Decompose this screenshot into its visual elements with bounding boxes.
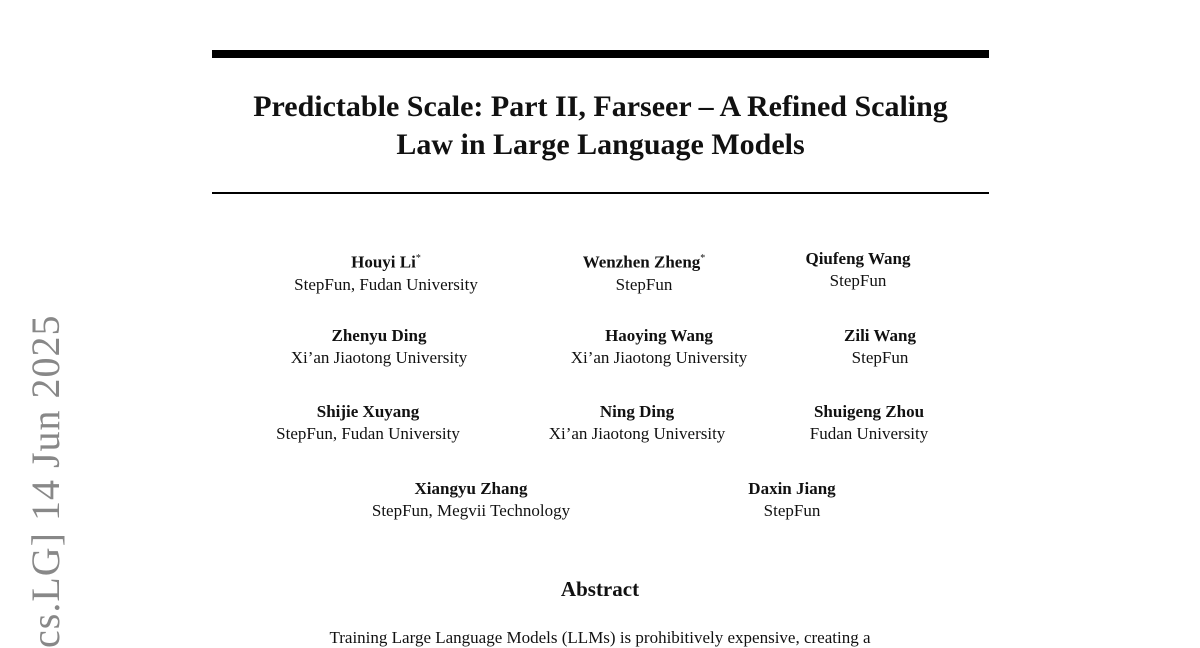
equal-contribution-mark: * <box>415 253 421 264</box>
abstract-text: Training Large Language Models (LLMs) is prohibitively expensive, creating a <box>329 628 871 647</box>
author-name: Haoying Wang <box>605 326 713 345</box>
author-block <box>294 248 478 296</box>
author-affiliation: StepFun <box>763 501 821 520</box>
author-affiliation: Xi’an Jiaotong University <box>290 348 468 367</box>
author-name: Wenzhen Zheng* <box>582 252 706 272</box>
author-name: Houyi Li* <box>351 252 421 272</box>
author-name: Qiufeng Wang <box>805 249 911 268</box>
author-affiliation: Xi’an Jiaotong University <box>570 348 748 367</box>
author-name: Shijie Xuyang <box>316 402 420 421</box>
title-bottom-rule <box>212 192 989 194</box>
author-block <box>805 248 910 292</box>
author-affiliation: StepFun, Fudan University <box>276 424 460 443</box>
author-block <box>571 325 748 369</box>
author-affiliation: StepFun <box>829 271 887 290</box>
author-block <box>549 401 726 445</box>
equal-contribution-mark: * <box>700 253 706 264</box>
author-affiliation: StepFun <box>615 274 673 294</box>
title-line-2: Law in Large Language Models <box>396 128 805 161</box>
paper-title <box>212 88 989 164</box>
author-name: Daxin Jiang <box>748 479 836 498</box>
author-name: Xiangyu Zhang <box>414 479 528 498</box>
arxiv-stamp: cs.LG] 14 Jun 2025 <box>23 314 68 648</box>
title-line-1: Predictable Scale: Part II, Farseer – A Refined Scaling <box>253 90 948 123</box>
author-name: Ning Ding <box>599 402 675 421</box>
author-affiliation: StepFun, Fudan University <box>294 274 478 294</box>
author-block <box>372 478 570 522</box>
author-affiliation: StepFun <box>851 348 909 367</box>
author-block <box>748 478 835 522</box>
author-block <box>810 401 929 445</box>
author-name: Zhenyu Ding <box>331 326 427 345</box>
author-name: Zili Wang <box>844 326 916 345</box>
author-affiliation: Fudan University <box>809 424 929 443</box>
author-block <box>291 325 468 369</box>
author-affiliation: StepFun, Megvii Technology <box>371 501 571 520</box>
author-block <box>276 401 460 445</box>
title-top-rule <box>212 50 989 58</box>
author-block <box>583 248 706 296</box>
abstract-heading: Abstract <box>560 577 640 601</box>
author-affiliation: Xi’an Jiaotong University <box>548 424 726 443</box>
author-name: Shuigeng Zhou <box>813 402 925 421</box>
author-block <box>844 325 916 369</box>
